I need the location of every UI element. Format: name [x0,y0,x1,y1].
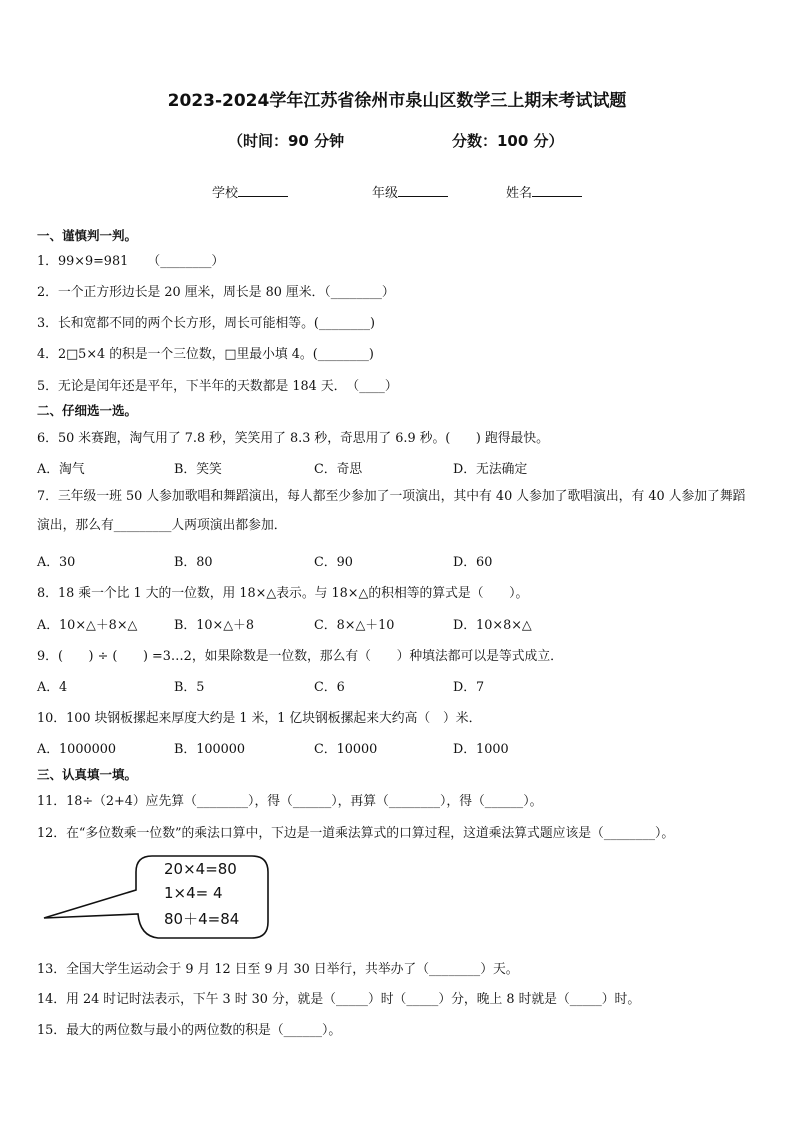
question-15: 15．最大的两位数与最小的两位数的积是（______）。 [37,1023,342,1038]
question-3: 3．长和宽都不同的两个长方形，周长可能相等。(________) [37,316,376,331]
question-4: 4．2□5×4 的积是一个三位数，□里最小填 4。(________) [37,347,374,362]
grade-blank[interactable] [398,184,448,197]
exam-time: （时间：90 分钟 [228,132,345,150]
question-1: 1．99×9=981 （________） [37,254,225,269]
section-heading-3: 三、认真填一填。 [37,767,138,782]
question-11: 11．18÷（2+4）应先算（________），得（______），再算（________），得（______）。 [37,794,543,809]
calc-line-3: 80＋4=84 [164,910,240,928]
question-10: 10．100 块钢板摞起来厚度大约是 1 米，1 亿块钢板摞起来大约高（ ）米． [37,711,482,726]
option-a[interactable]: A．4 [37,680,68,695]
question-8: 8．18 乘一个比 1 大的一位数，用 18×△表示。与 18×△的积相等的算式是（ ）。 [37,586,529,601]
calc-line-2: 1×4= 4 [164,884,223,902]
school-label: 学校 [212,186,239,201]
calc-line-1: 20×4=80 [164,860,237,878]
option-c[interactable]: C．8×△＋10 [314,618,395,633]
grade-label: 年级 [372,186,399,201]
option-a[interactable]: A．1000000 [37,742,117,757]
option-d[interactable]: D．无法确定 [453,462,528,477]
section-heading-2: 二、仔细选一选。 [37,403,138,418]
name-field[interactable] [506,182,582,201]
question-14: 14．用 24 时记时法表示，下午 3 时 30 分，就是（_____）时（_____）分，晚上 8 时就是（_____）时。 [37,992,641,1007]
option-a[interactable]: A．10×△＋8×△ [37,618,138,633]
option-b[interactable]: B．笑笑 [174,462,222,477]
question-5: 5．无论是闰年还是平年，下半年的天数都是 184 天． （____） [37,379,398,394]
grade-field[interactable] [372,182,448,201]
option-d[interactable]: D．7 [453,680,485,695]
question-7: 7．三年级一班 50 人参加歌唱和舞蹈演出，每人都至少参加了一项演出，其中有 40 人参加了歌唱演出，有 40 人参加了舞蹈演出，那么有_________人两项演出都参加． [37,489,746,533]
option-c[interactable]: C．90 [314,555,353,570]
option-d[interactable]: D．1000 [453,742,509,757]
section-heading-1: 一、谨慎判一判。 [37,228,138,243]
name-label: 姓名 [506,186,533,201]
question-6: 6．50 米赛跑，淘气用了 7.8 秒，笑笑用了 8.3 秒，奇思用了 6.9 秒。( ) 跑得最快。 [37,431,549,446]
school-field[interactable] [212,182,288,201]
option-b[interactable]: B．10×△＋8 [174,618,254,633]
option-a[interactable]: A．淘气 [37,462,85,477]
option-d[interactable]: D．60 [453,555,493,570]
question-9: 9．( ) ÷ ( ) =3…2，如果除数是一位数，那么有（ ）种填法都可以是等式成立． [37,649,563,664]
speech-bubble [40,852,280,942]
name-blank[interactable] [532,184,582,197]
exam-score: 分数：100 分） [452,132,564,150]
question-12: 12．在“多位数乘一位数”的乘法口算中，下边是一道乘法算式的口算过程，这道乘法算式题应该是（________）。 [37,826,675,841]
option-b[interactable]: B．100000 [174,742,246,757]
option-c[interactable]: C．奇思 [314,462,363,477]
page-title: 2023-2024学年江苏省徐州市泉山区数学三上期末考试试题 [167,91,627,111]
option-c[interactable]: C．10000 [314,742,378,757]
option-d[interactable]: D．10×8×△ [453,618,532,633]
school-blank[interactable] [238,184,288,197]
option-a[interactable]: A．30 [37,555,76,570]
option-b[interactable]: B．80 [174,555,213,570]
option-b[interactable]: B．5 [174,680,205,695]
question-13: 13．全国大学生运动会于 9 月 12 日至 9 月 30 日举行，共举办了（________）天。 [37,962,519,977]
option-c[interactable]: C．6 [314,680,345,695]
question-2: 2．一个正方形边长是 20 厘米，周长是 80 厘米．（________） [37,285,395,300]
